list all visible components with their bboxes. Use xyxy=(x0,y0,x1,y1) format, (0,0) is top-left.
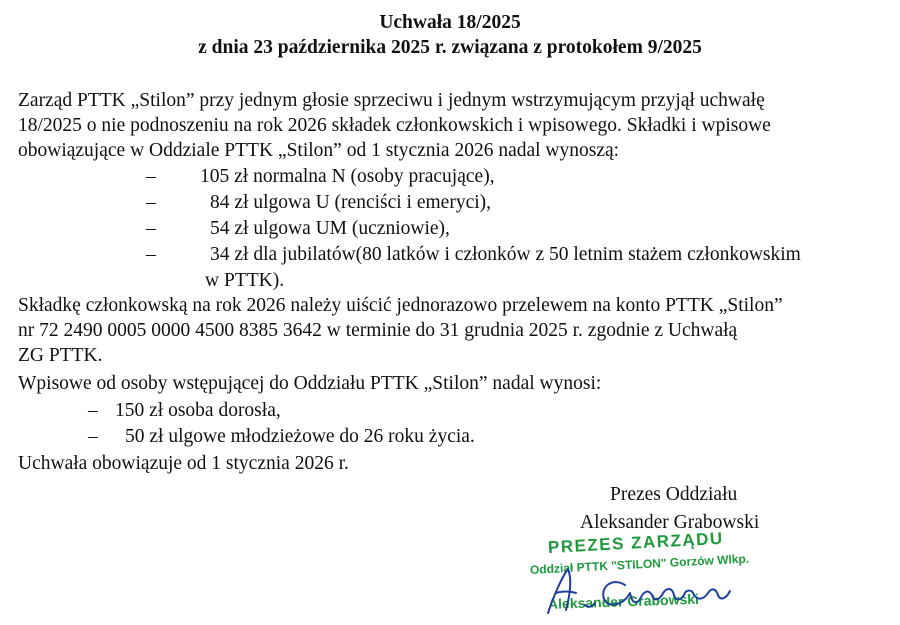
fee-item: 34 zł dla jubilatów(80 latków i członków z 50 letnim stażem członkowskim xyxy=(210,244,801,265)
effective-date: Uchwała obowiązuje od 1 stycznia 2026 r. xyxy=(18,453,349,474)
fee-item-continuation: w PTTK). xyxy=(205,270,285,291)
entry-fee-item: 150 zł osoba dorosła, xyxy=(115,400,281,421)
payment-line-2: nr 72 2490 0005 0000 4500 8385 3642 w terminie do 31 grudnia 2025 r. zgodnie z Uchwałą xyxy=(18,320,738,341)
stamp-unit: Oddział PTTK "STILON" Gorzów Wlkp. xyxy=(529,551,750,577)
document-subtitle: z dnia 23 października 2025 r. związana z protokołem 9/2025 xyxy=(198,37,702,58)
signatory-role: Prezes Oddziału xyxy=(610,484,738,505)
list-dash: – xyxy=(146,166,156,187)
intro-line-2: 18/2025 o nie podnoszeniu na rok 2026 składek członkowskich i wpisowego. Składki i wpisowe xyxy=(18,115,771,136)
entry-fee-item: 50 zł ulgowe młodzieżowe do 26 roku życia. xyxy=(125,426,475,447)
list-dash: – xyxy=(88,426,98,447)
payment-line-3: ZG PTTK. xyxy=(18,345,103,366)
intro-line-3: obowiązujące w Oddziale PTTK „Stilon” od 1 stycznia 2026 nadal wynoszą: xyxy=(18,140,620,161)
fee-item: 54 zł ulgowa UM (uczniowie), xyxy=(210,218,450,239)
handwritten-signature xyxy=(540,555,750,620)
document-title: Uchwała 18/2025 xyxy=(379,12,521,33)
list-dash: – xyxy=(146,244,156,265)
entry-fee-intro: Wpisowe od osoby wstępującej do Oddziału PTTK „Stilon” nadal wynosi: xyxy=(18,373,602,394)
fee-item: 105 zł normalna N (osoby pracujące), xyxy=(200,166,495,187)
payment-line-1: Składkę członkowską na rok 2026 należy uiścić jednorazowo przelewem na konto PTTK „Stilon” xyxy=(18,295,783,316)
list-dash: – xyxy=(146,218,156,239)
stamp-name: Aleksander Grabowski xyxy=(547,590,700,612)
list-dash: – xyxy=(88,400,98,421)
list-dash: – xyxy=(146,192,156,213)
intro-line-1: Zarząd PTTK „Stilon” przy jednym głosie sprzeciwu i jednym wstrzymującym przyjął uchwałę xyxy=(18,90,765,111)
signatory-name: Aleksander Grabowski xyxy=(580,512,760,533)
stamp-title: PREZES ZARZĄDU xyxy=(547,528,725,557)
fee-item: 84 zł ulgowa U (renciści i emeryci), xyxy=(210,192,492,213)
